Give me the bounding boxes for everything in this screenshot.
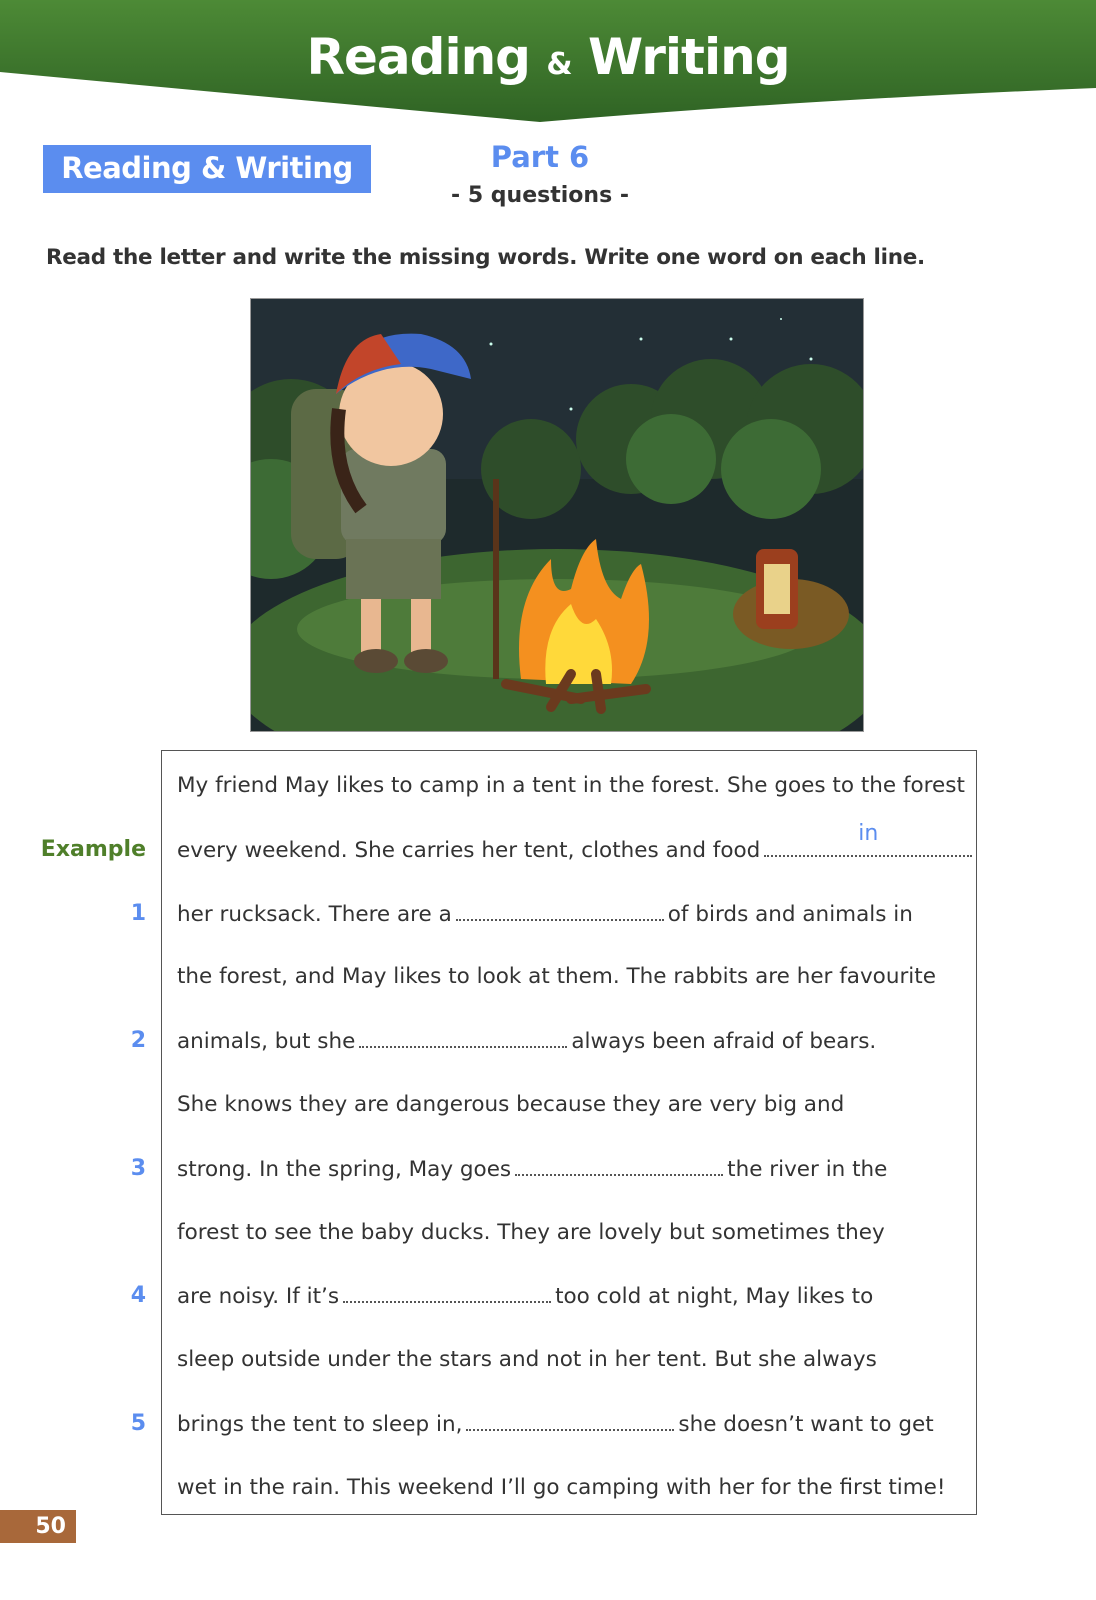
question-number: 4 bbox=[130, 1283, 146, 1309]
text-before: animals, but she bbox=[177, 1029, 356, 1055]
answer-blank[interactable] bbox=[343, 1283, 551, 1303]
title-word: Writing bbox=[587, 28, 790, 86]
text-after: too cold at night, May likes to bbox=[555, 1284, 874, 1310]
line-text bbox=[177, 1156, 887, 1182]
letter-line bbox=[0, 820, 1096, 877]
camping-illustration bbox=[250, 298, 864, 732]
text-before: every weekend. She carries her tent, clothes and food bbox=[177, 837, 761, 863]
part-heading: Part 6 bbox=[490, 140, 590, 174]
letter-line bbox=[0, 964, 1096, 1004]
text-before: sleep outside under the stars and not in her tent. But she always bbox=[177, 1347, 877, 1373]
letter-line bbox=[0, 773, 1096, 813]
page-title bbox=[0, 28, 1096, 86]
text-after: the river in the bbox=[727, 1156, 888, 1182]
letter-line bbox=[0, 1156, 1096, 1196]
page-number: 50 bbox=[0, 1510, 76, 1543]
example-label: Example bbox=[40, 836, 146, 862]
text-after: of birds and animals in bbox=[667, 901, 913, 927]
text-before: forest to see the baby ducks. They are lovely but sometimes they bbox=[177, 1219, 885, 1245]
question-number: 1 bbox=[130, 900, 146, 926]
example-answer-blank bbox=[764, 820, 972, 857]
text-after: she doesn’t want to get bbox=[678, 1412, 934, 1437]
title-amp: & bbox=[546, 47, 572, 82]
answer-blank[interactable] bbox=[466, 1411, 674, 1431]
question-count: - 5 questions - bbox=[451, 183, 629, 208]
title-word: Reading bbox=[306, 28, 530, 86]
line-text bbox=[177, 964, 936, 989]
text-after: always been afraid of bears. bbox=[571, 1029, 877, 1055]
line-text bbox=[177, 820, 976, 863]
question-number: 5 bbox=[130, 1411, 146, 1436]
text-before: are noisy. If it’s bbox=[177, 1284, 340, 1310]
letter-line bbox=[0, 901, 1096, 941]
line-text bbox=[177, 1475, 946, 1500]
question-number: 3 bbox=[130, 1155, 146, 1181]
text-before: the forest, and May likes to look at them. The rabbits are her favourite bbox=[177, 964, 936, 990]
line-text bbox=[177, 1028, 876, 1054]
instructions: Read the letter and write the missing words. Write one word on each line. bbox=[46, 245, 925, 270]
text-before: brings the tent to sleep in, bbox=[177, 1412, 463, 1437]
answer-blank[interactable] bbox=[359, 1028, 567, 1048]
line-text bbox=[177, 901, 913, 927]
line-text bbox=[177, 1220, 885, 1245]
section-badge: Reading & Writing bbox=[43, 145, 371, 193]
letter-line bbox=[0, 1411, 1096, 1451]
letter-line bbox=[0, 1092, 1096, 1132]
text-before: She knows they are dangerous because they are very big and bbox=[177, 1092, 845, 1117]
question-number: 2 bbox=[130, 1028, 146, 1054]
line-text bbox=[177, 1411, 934, 1437]
letter-line bbox=[0, 1475, 1096, 1515]
text-before: her rucksack. There are a bbox=[177, 901, 452, 927]
line-text bbox=[177, 773, 965, 798]
text-before: strong. In the spring, May goes bbox=[177, 1156, 512, 1182]
answer-blank[interactable] bbox=[515, 1156, 723, 1176]
text-before: My friend May likes to camp in a tent in the forest. She goes to the forest bbox=[177, 773, 965, 798]
line-text bbox=[177, 1347, 877, 1372]
letter-line bbox=[0, 1028, 1096, 1068]
answer-blank[interactable] bbox=[456, 901, 664, 921]
line-text bbox=[177, 1283, 873, 1309]
letter-line bbox=[0, 1283, 1096, 1323]
line-text bbox=[177, 1092, 844, 1117]
text-before: wet in the rain. This weekend I’ll go camping with her for the first time! bbox=[177, 1474, 946, 1500]
letter-line bbox=[0, 1220, 1096, 1260]
letter-line bbox=[0, 1347, 1096, 1387]
answer-text: in bbox=[858, 820, 879, 846]
